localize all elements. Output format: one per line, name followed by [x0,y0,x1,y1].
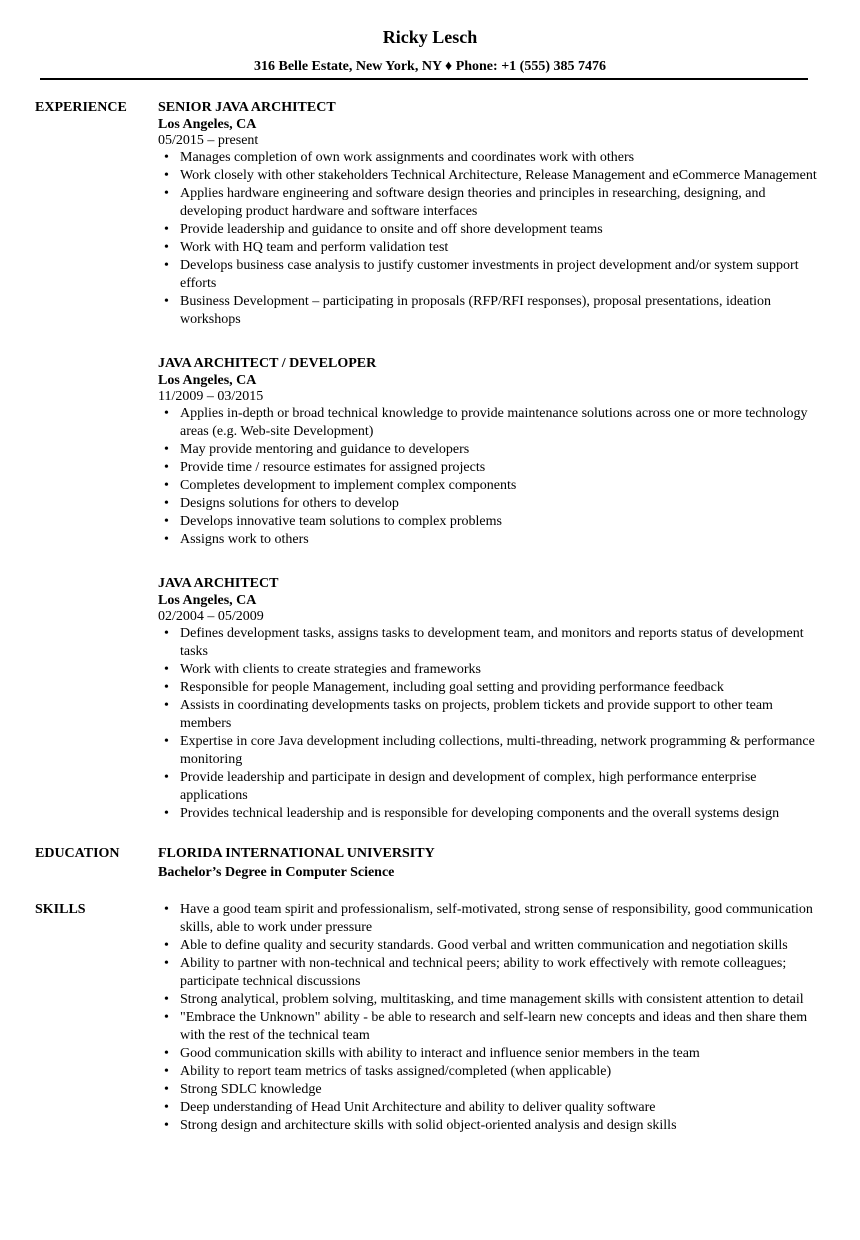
list-item: • Strong analytical, problem solving, multitasking, and time management skills with consistent attention to detail [180,991,818,1009]
contact-line: 316 Belle Estate, New York, NY ♦ Phone: +1 (555) 385 7476 [254,59,606,74]
list-item: • Develops innovative team solutions to complex problems [180,513,818,531]
job-dates: 11/2009 – 03/2015 [158,389,264,404]
list-item: • Provide leadership and guidance to onsite and off shore development teams [180,221,818,239]
list-item: • Ability to partner with non-technical and technical peers; ability to work effectively with remote colleagues; participate technical discussions [180,955,818,991]
job-dates: 05/2015 – present [158,133,259,148]
skills-list [158,901,818,1135]
list-item: • Provides technical leadership and is responsible for developing components and the overall systems design [180,805,818,823]
job-entry [158,99,818,329]
candidate-name: Ricky Lesch [382,27,478,47]
list-item: • Assigns work to others [180,531,818,549]
list-item: • May provide mentoring and guidance to developers [180,441,818,459]
list-item: • Work closely with other stakeholders Technical Architecture, Release Management and eCommerce Management [180,167,818,185]
list-item: • Deep understanding of Head Unit Architecture and ability to deliver quality software [180,1099,818,1117]
list-item: • Expertise in core Java development including collections, multi-threading, network programming & performance monitoring [180,733,818,769]
list-item: • Develops business case analysis to justify customer investments in project development and/or system support efforts [180,257,818,293]
list-item: • Applies hardware engineering and software design theories and principles in researching, designing, and developing product hardware and software interfaces [180,185,818,221]
job-entry [158,355,818,549]
list-item: • Good communication skills with ability to interact and influence senior members in the team [180,1045,818,1063]
experience-body [158,99,818,823]
list-item: • Business Development – participating in proposals (RFP/RFI responses), proposal presentations, ideation workshops [180,293,818,329]
header-divider [40,78,808,80]
list-item: • Strong design and architecture skills with solid object-oriented analysis and design skills [180,1117,818,1135]
list-item: • Designs solutions for others to develop [180,495,818,513]
list-item: • Strong SDLC knowledge [180,1081,818,1099]
skills-section [35,901,860,1135]
job-location: Los Angeles, CA [158,117,257,132]
job-title: JAVA ARCHITECT [158,576,279,591]
list-item: • Manages completion of own work assignments and coordinates work with others [180,149,818,167]
list-item: • Ability to report team metrics of tasks assigned/completed (when applicable) [180,1063,818,1081]
list-item: • Provide leadership and participate in design and development of complex, high performance enterprise applications [180,769,818,805]
job-duties-list [158,405,818,549]
list-item: • Have a good team spirit and professionalism, self-motivated, strong sense of responsibility, good communication skills, able to work under pressure [180,901,818,937]
skills-body [158,901,818,1135]
job-location: Los Angeles, CA [158,373,257,388]
list-item: • Provide time / resource estimates for assigned projects [180,459,818,477]
list-item: • Completes development to implement complex components [180,477,818,495]
job-duties-list [158,149,818,329]
job-entry [158,575,818,823]
job-location: Los Angeles, CA [158,593,257,608]
list-item: • Responsible for people Management, including goal setting and providing performance feedback [180,679,818,697]
section-label-education: EDUCATION [35,846,120,861]
resume-header [0,0,860,76]
school-name: FLORIDA INTERNATIONAL UNIVERSITY [158,846,435,861]
list-item: • Able to define quality and security standards. Good verbal and written communication and negotiation skills [180,937,818,955]
section-label-skills: SKILLS [35,902,86,917]
list-item: • Work with HQ team and perform validation test [180,239,818,257]
section-label-experience: EXPERIENCE [35,100,127,115]
list-item: • "Embrace the Unknown" ability - be able to research and self-learn new concepts and ideas and then share them with the rest of the technical team [180,1009,818,1045]
education-body [158,845,818,883]
job-title: SENIOR JAVA ARCHITECT [158,100,336,115]
list-item: • Defines development tasks, assigns tasks to development team, and monitors and reports status of development tasks [180,625,818,661]
job-title: JAVA ARCHITECT / DEVELOPER [158,356,377,371]
list-item: • Applies in-depth or broad technical knowledge to provide maintenance solutions across one or more technology areas (e.g. Web-site Development) [180,405,818,441]
education-section [35,845,860,883]
list-item: • Work with clients to create strategies and frameworks [180,661,818,679]
job-duties-list [158,625,818,823]
experience-section [35,99,860,823]
list-item: • Assists in coordinating developments tasks on projects, problem tickets and provide support to other team members [180,697,818,733]
degree: Bachelor’s Degree in Computer Science [158,865,395,880]
job-dates: 02/2004 – 05/2009 [158,609,264,624]
